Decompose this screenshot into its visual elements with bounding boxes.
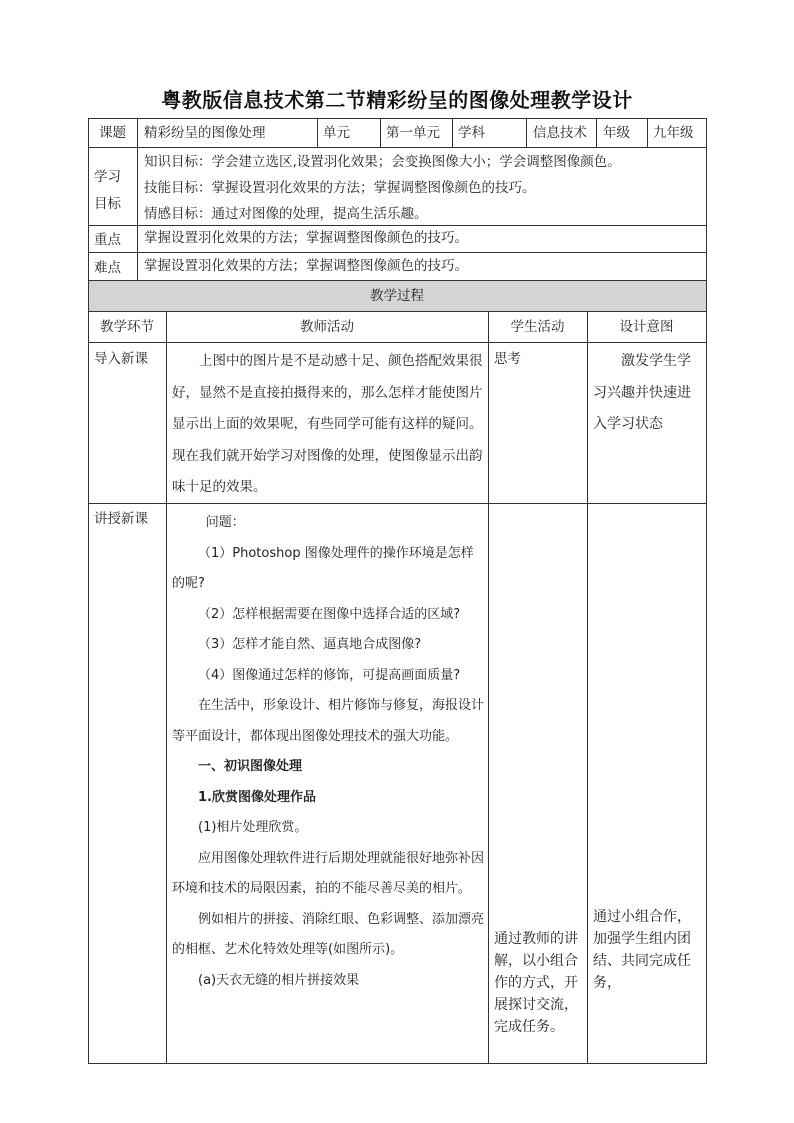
table-border [88, 147, 707, 148]
table-border [137, 147, 138, 280]
table-border [380, 118, 381, 147]
knowledge-objective: 知识目标：学会建立选区,设置羽化效果；会变换图像大小；学会调整图像颜色。 [144, 154, 621, 170]
question-4: （4）图像通过怎样的修饰，可提高画面质量? [198, 667, 461, 683]
document-title: 粤教版信息技术第二节精彩纷呈的图像处理教学设计 [161, 88, 633, 112]
intro-stage: 导入新课 [94, 351, 148, 367]
difficulties-label: 难点 [94, 260, 121, 276]
subject-value: 信息技术 [533, 125, 587, 141]
lesson-label: 课题 [99, 125, 126, 141]
intro-teacher-activity: 上图中的图片是不是动感十足、颜色搭配效果很好，显然不是直接拍摄得来的，那么怎样才能使图片显示出上面的效果呢，有些同学可能有这样的疑问。现在我们就开始学习对图像的处理，使图像显示出韵味十足的效果。 [172, 353, 483, 495]
column-header-design: 设计意图 [619, 319, 674, 335]
column-header-student: 学生活动 [510, 319, 565, 335]
lecture-student-activity: 通过教师的讲解，以小组合作的方式，开展探讨交流，完成任务。 [494, 931, 578, 1035]
question-3: （3）怎样才能自然、逼真地合成图像? [198, 637, 422, 652]
lecture-paragraph-2: 应用图像处理软件进行后期处理就能很好地弥补因环境和技术的局限因素，拍的不能尽善尽美的相片。 [172, 850, 485, 896]
unit-value: 第一单元 [386, 125, 440, 141]
table-border [526, 118, 527, 147]
table-border [88, 118, 89, 1064]
lecture-paragraph-1: 在生活中，形象设计、相片修饰与修复，海报设计等平面设计，都体现出图像处理技术的强大功能。 [172, 698, 485, 744]
table-border [166, 311, 167, 1064]
grade-value: 九年级 [653, 125, 694, 141]
question-1: （1）Photoshop 图像处理件的操作环境是怎样的呢? [172, 545, 474, 591]
key-points-text: 掌握设置羽化效果的方法；掌握调整图像颜色的技巧。 [144, 230, 468, 246]
objectives-label-line1: 学习 [94, 169, 121, 185]
lecture-design-intent: 通过小组合作，加强学生组内团结、共同完成任务， [593, 909, 691, 991]
table-border [317, 118, 318, 147]
objectives-label [94, 164, 134, 218]
difficulties-text: 掌握设置羽化效果的方法；掌握调整图像颜色的技巧。 [144, 258, 468, 274]
table-border [88, 311, 707, 312]
grade-label: 年级 [603, 125, 630, 141]
skill-objective: 技能目标：掌握设置羽化效果的方法；掌握调整图像颜色的技巧。 [144, 180, 536, 196]
process-title: 教学过程 [370, 288, 424, 304]
question-2: （2）怎样根据需要在图像中选择合适的区域? [198, 606, 461, 622]
question-title: 问题： [205, 515, 245, 530]
table-border [596, 118, 597, 147]
lecture-teacher-activity [172, 508, 484, 996]
column-header-teacher: 教师活动 [300, 319, 354, 335]
table-border [137, 118, 138, 147]
table-border [647, 118, 648, 147]
table-border [88, 342, 707, 343]
subject-label: 学科 [458, 125, 485, 141]
emotion-objective: 情感目标：通过对图像的处理，提高生活乐趣。 [144, 206, 428, 222]
subsection-2: (a)天衣无缝的相片拼接效果 [198, 972, 360, 988]
table-border [488, 311, 489, 1064]
table-border [88, 1063, 707, 1064]
subsection-1: (1)相片处理欣赏。 [198, 820, 308, 835]
table-border [88, 280, 707, 281]
table-border [88, 225, 707, 226]
unit-label: 单元 [323, 125, 350, 141]
objectives-label-line2: 目标 [94, 196, 121, 212]
table-border [706, 118, 707, 1064]
lecture-stage: 讲授新课 [94, 511, 148, 527]
section-heading-1: 一、初识图像处理 [198, 759, 303, 774]
key-points-label: 重点 [94, 232, 121, 248]
table-border [88, 252, 707, 253]
table-border [88, 118, 707, 119]
table-border [452, 118, 453, 147]
column-header-stage: 教学环节 [100, 319, 154, 335]
section-heading-2: 1.欣赏图像处理作品 [198, 789, 316, 805]
intro-design-intent: 激发学生学习兴趣并快速进入学习状态 [593, 353, 691, 432]
lesson-value: 精彩纷呈的图像处理 [144, 125, 266, 141]
table-border [587, 311, 588, 1064]
intro-student-activity: 思考 [494, 351, 521, 367]
lecture-paragraph-3: 例如相片的拼接、消除红眼、色彩调整、添加漂亮的相框、艺术化特效处理等(如图所示)。 [172, 911, 485, 957]
